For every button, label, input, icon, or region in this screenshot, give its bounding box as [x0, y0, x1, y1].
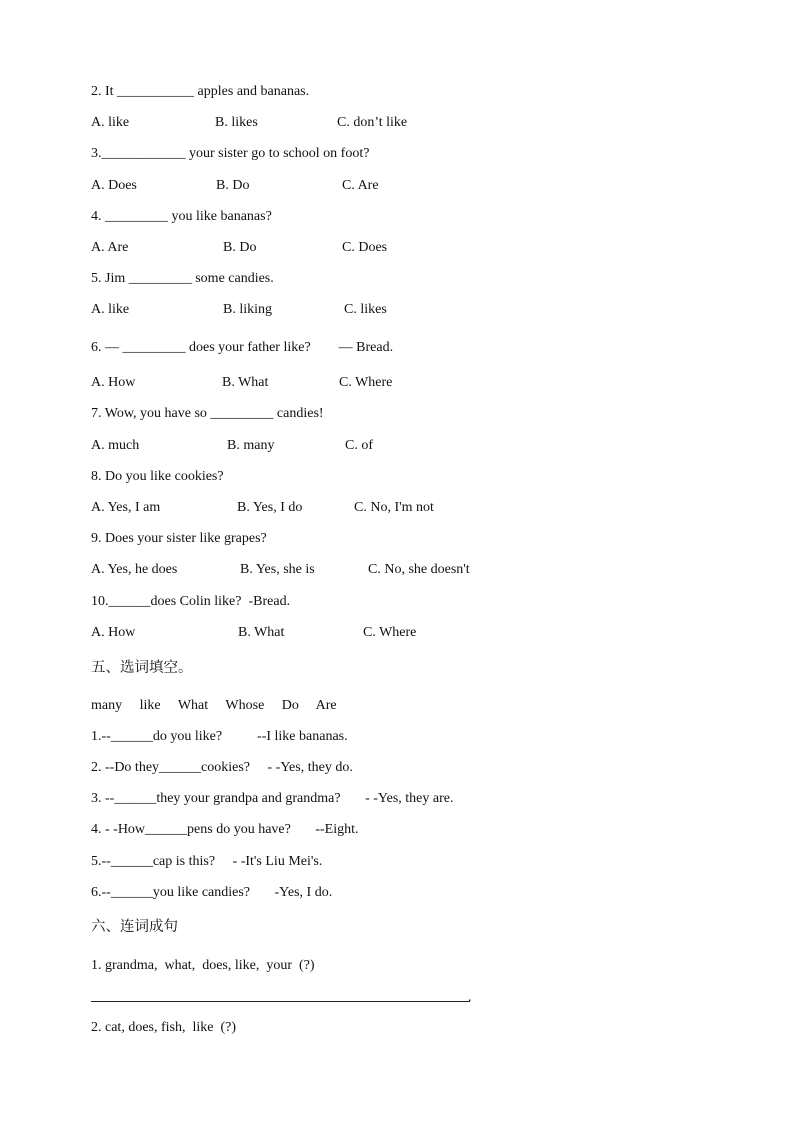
answer-line-period: . — [468, 990, 472, 1005]
question-3-option-c: C. Are — [342, 178, 379, 193]
section-5-title: 五、选词填空。 — [91, 660, 193, 676]
question-9-option-a: A. Yes, he does — [91, 562, 178, 577]
question-5-option-c: C. likes — [344, 302, 387, 317]
question-5-option-a: A. like — [91, 302, 130, 317]
section-6-title: 六、连词成句 — [91, 919, 178, 935]
question-4-option-b: B. Do — [223, 240, 257, 255]
fill-item-3: 3. --______they your grandpa and grandma? - -Yes, they are. — [91, 791, 454, 806]
question-6-stem: 6. — _________ does your father like? — Bread. — [91, 340, 394, 355]
question-8-stem: 8. Do you like cookies? — [91, 469, 224, 484]
question-3-option-a: A. Does — [91, 178, 137, 193]
question-9-option-c: C. No, she doesn't — [368, 562, 470, 577]
question-9-option-b: B. Yes, she is — [240, 562, 315, 577]
question-7-option-a: A. much — [91, 438, 140, 453]
question-10-stem: 10.______does Colin like? -Bread. — [91, 594, 291, 609]
word-bank: many like What Whose Do Are — [91, 698, 337, 713]
question-5-option-b: B. liking — [223, 302, 273, 317]
sentence-item-1: 1. grandma, what, does, like, your (?) — [91, 958, 315, 973]
question-3-stem: 3.____________ your sister go to school on foot? — [91, 146, 370, 161]
question-10-option-c: C. Where — [363, 625, 417, 640]
question-6-option-a: A. How — [91, 375, 136, 390]
fill-item-5: 5.--______cap is this? - -It's Liu Mei's. — [91, 854, 323, 869]
question-2-option-b: B. likes — [215, 115, 258, 130]
question-7-option-b: B. many — [227, 438, 275, 453]
question-2-option-a: A. like — [91, 115, 130, 130]
sentence-item-2: 2. cat, does, fish, like (?) — [91, 1020, 237, 1035]
question-8-option-b: B. Yes, I do — [237, 500, 303, 515]
question-5-stem: 5. Jim _________ some candies. — [91, 271, 274, 286]
question-6-option-b: B. What — [222, 375, 269, 390]
fill-item-6: 6.--______you like candies? -Yes, I do. — [91, 885, 333, 900]
question-7-stem: 7. Wow, you have so _________ candies! — [91, 406, 324, 421]
fill-item-4: 4. - -How______pens do you have? --Eight. — [91, 822, 359, 837]
answer-line — [91, 1001, 470, 1002]
question-4-option-c: C. Does — [342, 240, 388, 255]
question-7-option-c: C. of — [345, 438, 373, 453]
question-2-stem: 2. It ___________ apples and bananas. — [91, 84, 310, 99]
question-8-option-a: A. Yes, I am — [91, 500, 161, 515]
question-8-option-c: C. No, I'm not — [354, 500, 434, 515]
question-9-stem: 9. Does your sister like grapes? — [91, 531, 267, 546]
question-2-option-c: C. don’t like — [337, 115, 408, 130]
question-10-option-b: B. What — [238, 625, 285, 640]
question-4-option-a: A. Are — [91, 240, 129, 255]
question-10-option-a: A. How — [91, 625, 136, 640]
fill-item-1: 1.--______do you like? --I like bananas. — [91, 729, 348, 744]
question-6-option-c: C. Where — [339, 375, 393, 390]
question-4-stem: 4. _________ you like bananas? — [91, 209, 272, 224]
question-3-option-b: B. Do — [216, 178, 250, 193]
fill-item-2: 2. --Do they______cookies? - -Yes, they do. — [91, 760, 353, 775]
